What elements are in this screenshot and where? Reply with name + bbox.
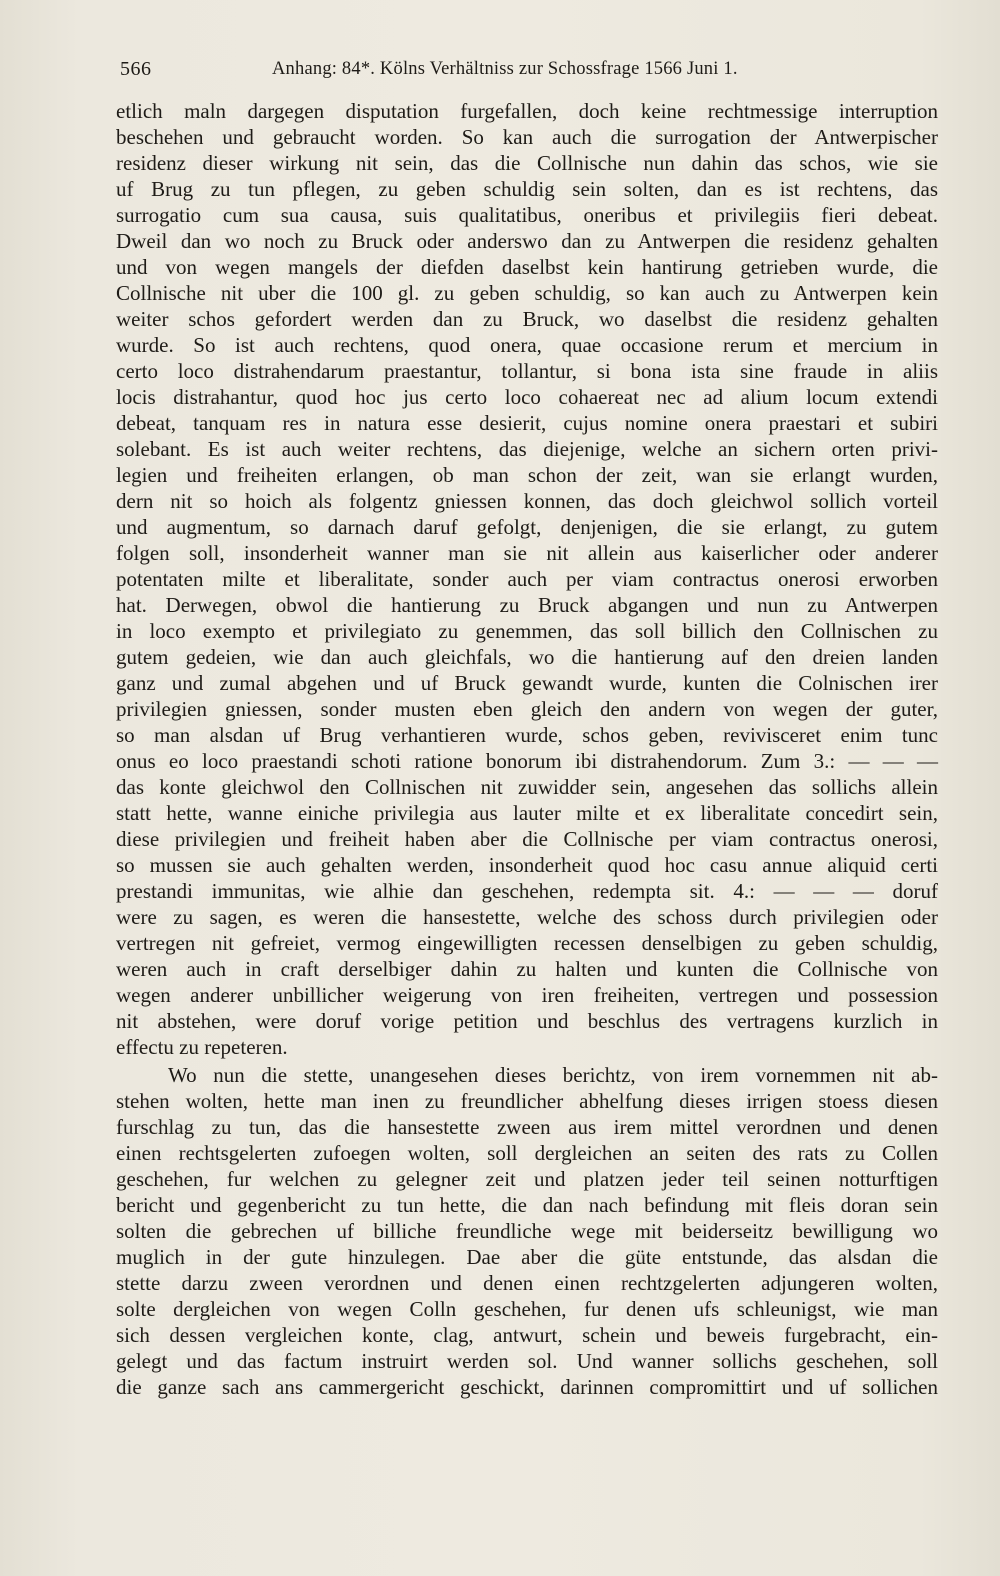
text-line: etlich maln dargegen disputation furgefallen, doch keine rechtmessige interruption <box>116 99 938 123</box>
text-line: certo loco distrahendarum praestantur, tollantur, si bona ista sine fraude in aliis <box>116 359 938 383</box>
text-line: residenz dieser wirkung nit sein, das die Collnische nun dahin das schos, wie sie <box>116 151 938 175</box>
body-text <box>116 98 938 1400</box>
text-line: potentaten milte et liberalitate, sonder auch per viam contractus onerosi erworben <box>116 567 938 591</box>
text-line: Collnische nit uber die 100 gl. zu geben schuldig, so kan auch zu Antwerpen kein <box>116 281 938 305</box>
text-line: geschehen, fur welchen zu gelegner zeit und platzen jeder teil seinen notturftigen <box>116 1167 938 1191</box>
text-line: effectu zu repeteren. <box>116 1035 288 1059</box>
text-line: beschehen und gebraucht worden. So kan auch die surrogation der Antwerpischer <box>116 125 938 149</box>
text-line: weren auch in craft derselbiger dahin zu halten und kunten die Collnische von <box>116 957 938 981</box>
text-line: ganz und zumal abgehen und uf Bruck gewandt wurde, kunten die Colnischen irer <box>116 671 938 695</box>
text-line: vertregen nit gefreiet, vermog eingewilligten recessen denselbigen zu geben schuldig, <box>116 931 938 955</box>
running-title: Anhang: 84*. Kölns Verhältniss zur Schossfrage 1566 Juni 1. <box>272 59 738 79</box>
text-line: furschlag zu tun, das die hansestette zween aus irem mittel verordnen und denen <box>116 1115 938 1139</box>
text-line: gelegt und das factum instruirt werden sol. Und wanner sollichs geschehen, soll <box>116 1349 938 1373</box>
text-line: Wo nun die stette, unangesehen dieses berichtz, von irem vornemmen nit ab- <box>168 1063 938 1087</box>
text-line: und von wegen mangels der diefden daselbst kein hantirung getrieben wurde, die <box>116 255 938 279</box>
text-line: folgen soll, insonderheit wanner man sie nit allein aus kaiserlicher oder anderer <box>116 541 938 565</box>
text-line: und augmentum, so darnach daruf gefolgt, denjenigen, die sie erlangt, zu gutem <box>116 515 938 539</box>
paragraph <box>116 1062 938 1400</box>
text-line: statt hette, wanne einiche privilegia aus lauter milte et ex liberalitate concedirt sein, <box>116 801 938 825</box>
text-line: dern nit so hoich als folgentz gniessen konnen, das doch gleichwol sollich vorteil <box>116 489 938 513</box>
text-line: onus eo loco praestandi schoti ratione bonorum ibi distrahendorum. Zum 3.: — — — <box>116 749 938 773</box>
text-line: solte dergleichen von wegen Colln geschehen, fur denen ufs schleunigst, wie man <box>116 1297 938 1321</box>
page-header <box>120 58 802 88</box>
text-line: surrogatio cum sua causa, suis qualitatibus, oneribus et privilegiis fieri debeat. <box>116 203 938 227</box>
text-line: so man alsdan uf Brug verhantieren wurde, schos geben, revivisceret enim tunc <box>116 723 938 747</box>
text-line: Dweil dan wo noch zu Bruck oder anderswo dan zu Antwerpen die residenz gehalten <box>116 229 938 253</box>
text-line: legien und freiheiten erlangen, ob man schon der zeit, wan sie erlangt wurden, <box>116 463 938 487</box>
text-line: wegen anderer unbillicher weigerung von iren freiheiten, vertregen und possession <box>116 983 938 1007</box>
text-line: prestandi immunitas, wie alhie dan geschehen, redempta sit. 4.: — — — doruf <box>116 879 938 903</box>
text-line: uf Brug zu tun pflegen, zu geben schuldig sein solten, dan es ist rechtens, das <box>116 177 938 201</box>
text-line: stehen wolten, hette man inen zu freundlicher abhelfung dieses irrigen stoess diesen <box>116 1089 938 1113</box>
text-line: diese privilegien und freiheit haben aber die Collnische per viam contractus onerosi, <box>116 827 938 851</box>
text-line: bericht und gegenbericht zu tun hette, die dan nach befindung mit fleis doran sein <box>116 1193 938 1217</box>
text-line: wurde. So ist auch rechtens, quod onera, quae occasione rerum et mercium in <box>116 333 938 357</box>
text-line: were zu sagen, es weren die hansestette, welche des schoss durch privilegien oder <box>116 905 938 929</box>
text-line: nit abstehen, were doruf vorige petition und beschlus des vertragens kurzlich in <box>116 1009 938 1033</box>
paragraph <box>116 98 938 1060</box>
text-line: hat. Derwegen, obwol die hantierung zu Bruck abgangen und nun zu Antwerpen <box>116 593 938 617</box>
text-line: sich dessen vergleichen konte, clag, antwurt, schein und beweis furgebracht, ein- <box>116 1323 938 1347</box>
text-line: solten die gebrechen uf billiche freundliche wege mit beiderseitz bewilligung wo <box>116 1219 938 1243</box>
text-line: das konte gleichwol den Collnischen nit zuwidder sein, angesehen das sollichs allein <box>116 775 938 799</box>
text-line: die ganze sach ans cammergericht geschickt, darinnen compromittirt und uf sollichen <box>116 1375 938 1399</box>
text-line: locis distrahantur, quod hoc jus certo loco cohaereat nec ad alium locum extendi <box>116 385 938 409</box>
text-line: debeat, tanquam res in natura esse desierit, cujus nomine onera praestari et subiri <box>116 411 938 435</box>
page-number: 566 <box>120 58 152 80</box>
text-line: stette darzu zween verordnen und denen einen rechtzgelerten adjungeren wolten, <box>116 1271 938 1295</box>
text-line: solebant. Es ist auch weiter rechtens, das diejenige, welche an sichern orten privi- <box>116 437 938 461</box>
text-line: weiter schos gefordert werden dan zu Bruck, wo daselbst die residenz gehalten <box>116 307 938 331</box>
text-line: privilegien gniessen, sonder musten eben gleich den andern von wegen der guter, <box>116 697 938 721</box>
text-line: gutem gedeien, wie dan auch gleichfals, wo die hantierung auf den dreien landen <box>116 645 938 669</box>
text-line: muglich in der gute hinzulegen. Dae aber die güte entstunde, das alsdan die <box>116 1245 938 1269</box>
text-line: in loco exempto et privilegiato zu genemmen, das soll billich den Collnischen zu <box>116 619 938 643</box>
text-line: so mussen sie auch gehalten werden, insonderheit quod hoc casu annue aliquid certi <box>116 853 938 877</box>
text-line: einen rechtsgelerten zufoegen wolten, soll dergleichen an seiten des rats zu Collen <box>116 1141 938 1165</box>
